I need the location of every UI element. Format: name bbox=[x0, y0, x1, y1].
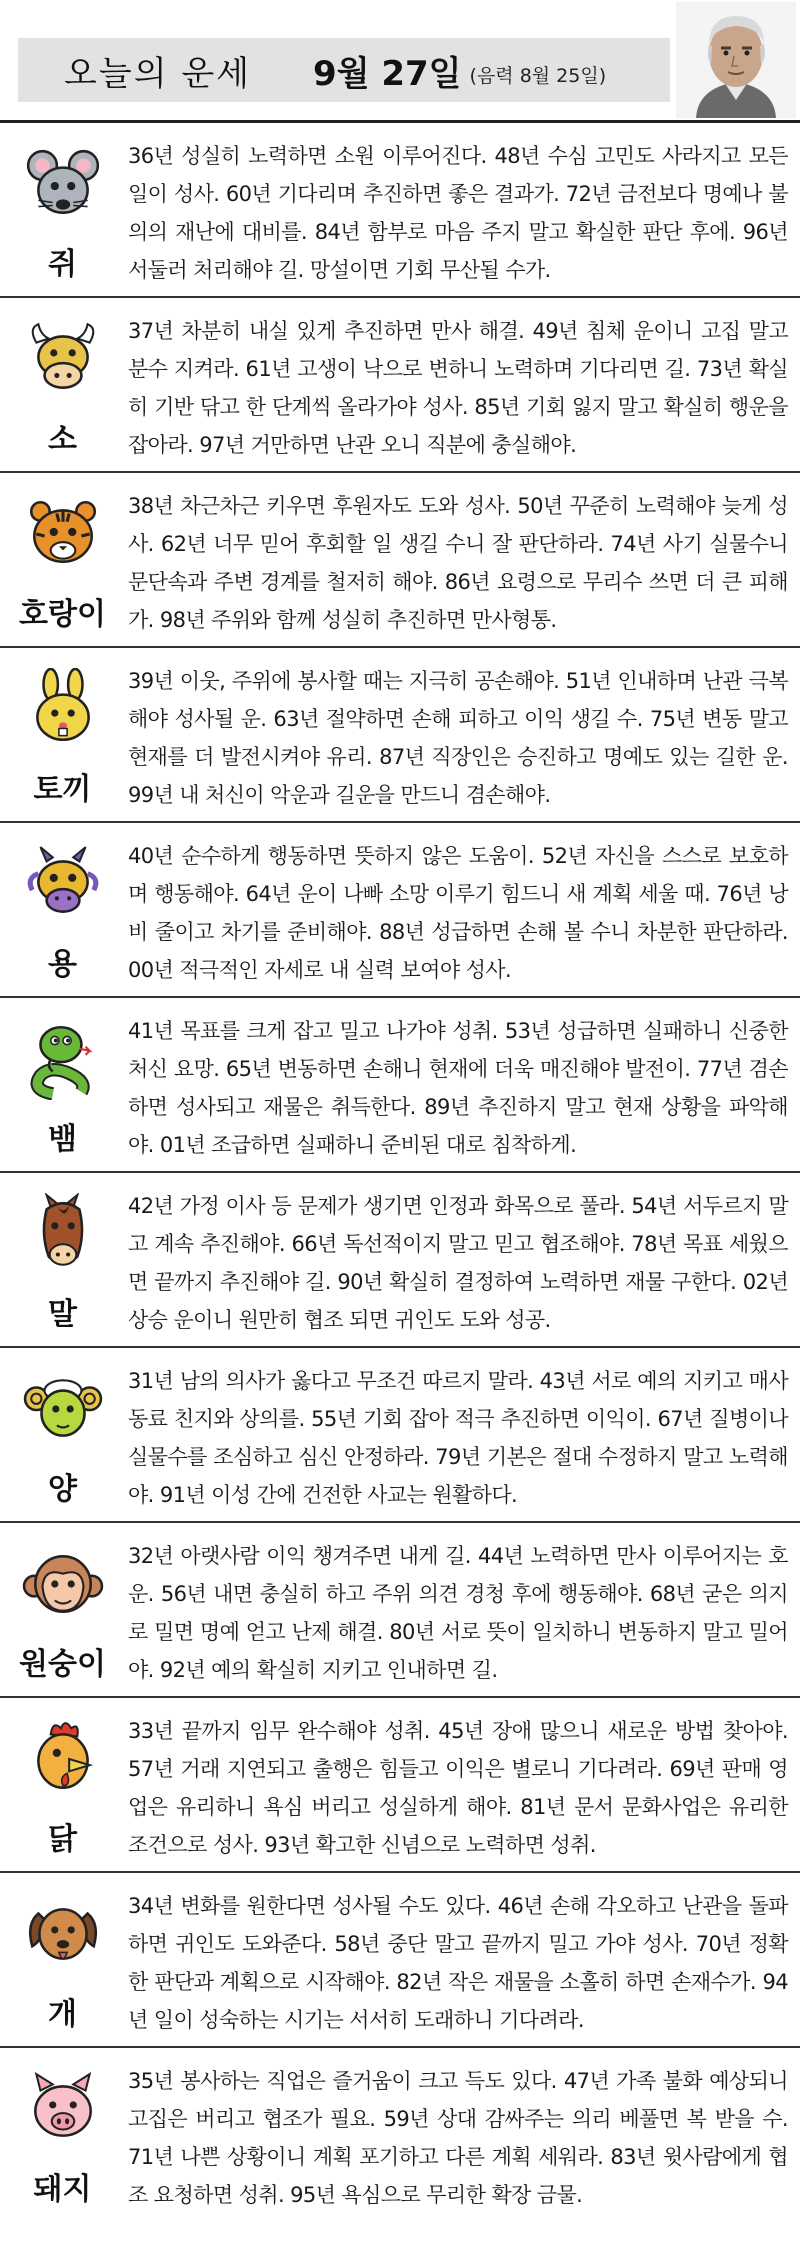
fortune-row-snake bbox=[0, 998, 800, 1173]
fortune-text: 34년 변화를 원한다면 성사될 수도 있다. 46년 손해 각오하고 난관을 돌파하면 귀인도 도와준다. 58년 중단 말고 끝까지 밀고 가야 성사. 70년 정확한 판단과 계획으로 시작해야. 82년 작은 재물을 소홀히 하면 손재수가. 94년 일이 성숙하는 시기는 서서히 도래하니 기다려라. bbox=[128, 1894, 788, 2032]
fortune-row-monkey bbox=[0, 1523, 800, 1698]
animal-name: 닭 bbox=[48, 1822, 77, 1857]
animal-name: 돼지 bbox=[33, 2172, 92, 2207]
rabbit-icon bbox=[22, 668, 104, 750]
fortune-list bbox=[0, 123, 800, 2223]
fortune-row-horse bbox=[0, 1173, 800, 1348]
animal-name: 원숭이 bbox=[19, 1647, 106, 1682]
fortune-text: 31년 남의 의사가 옳다고 무조건 따르지 말라. 43년 서로 예의 지키고 매사 동료 친지와 상의를. 55년 기회 잡아 적극 추진하면 이익이. 67년 질병이나 실물수를 조심하고 심신 안정하라. 79년 기본은 절대 수정하지 말고 노력해야. 91년 이성 간에 건전한 사교는 원활하다. bbox=[128, 1369, 788, 1507]
fortune-row-tiger bbox=[0, 473, 800, 648]
fortune-row-rat bbox=[0, 123, 800, 298]
ox-icon bbox=[22, 318, 104, 400]
fortune-text: 41년 목표를 크게 잡고 밀고 나가야 성취. 53년 성급하면 실패하니 신중한 처신 요망. 65년 변동하면 손해니 현재에 더욱 매진해야 발전이. 77년 겸손하면 성사되고 재물은 취득한다. 89년 추진하지 말고 현재 상황을 파악해야. 01년 조급하면 실패하니 준비된 대로 침착하게. bbox=[128, 1019, 788, 1157]
animal-name: 호랑이 bbox=[19, 597, 106, 632]
dog-icon bbox=[22, 1893, 104, 1975]
animal-name: 말 bbox=[48, 1297, 77, 1332]
horse-icon bbox=[22, 1193, 104, 1275]
rat-icon bbox=[22, 143, 104, 225]
dragon-icon bbox=[22, 843, 104, 925]
fortune-text: 36년 성실히 노력하면 소원 이루어진다. 48년 수심 고민도 사라지고 모든 일이 성사. 60년 기다리며 추진하면 좋은 결과가. 72년 금전보다 명예나 불의의 재난에 대비를. 84년 함부로 마음 주지 말고 확실한 판단 후에. 96년 서둘러 처리해야 길. 망설이면 기회 무산될 수가. bbox=[128, 144, 788, 282]
date: 9월 27일 bbox=[313, 53, 462, 94]
animal-name: 소 bbox=[48, 422, 77, 457]
header bbox=[0, 0, 800, 123]
rooster-icon bbox=[22, 1718, 104, 1800]
tiger-icon bbox=[22, 493, 104, 575]
fortune-text: 35년 봉사하는 직업은 즐거움이 크고 득도 있다. 47년 가족 불화 예상되니 고집은 버리고 협조가 필요. 59년 상대 감싸주는 의리 베풀면 복 받을 수. 71년 나쁜 상황이니 계획 포기하고 다른 계획 세워라. 83년 윗사람에게 협조 요청하면 성취. 95년 욕심으로 무리한 확장 금물. bbox=[128, 2069, 788, 2207]
fortune-row-ox bbox=[0, 298, 800, 473]
fortune-row-rabbit bbox=[0, 648, 800, 823]
fortune-text: 42년 가정 이사 등 문제가 생기면 인정과 화목으로 풀라. 54년 서두르지 말고 계속 추진해야. 66년 독선적이지 말고 믿고 협조해야. 78년 목표 세웠으면 끝까지 추진해야 길. 90년 확실히 결정하여 노력하면 재물 구한다. 02년 상승 운이니 원만히 협조 되면 귀인도 도와 성공. bbox=[128, 1194, 788, 1332]
animal-name: 개 bbox=[48, 1997, 77, 2032]
page-title: 오늘의 운세 bbox=[64, 53, 252, 94]
fortune-text: 37년 차분히 내실 있게 추진하면 만사 해결. 49년 침체 운이니 고집 말고 분수 지켜라. 61년 고생이 낙으로 변하니 노력하며 기다리면 길. 73년 확실히 기반 닦고 한 단계씩 올라가야 성사. 85년 기회 잃지 말고 확실히 행운을 잡아라. 97년 거만하면 난관 오니 직분에 충실해야. bbox=[128, 319, 788, 457]
fortune-row-sheep bbox=[0, 1348, 800, 1523]
fortune-text: 38년 차근차근 키우면 후원자도 도와 성사. 50년 꾸준히 노력해야 늦게 성사. 62년 너무 믿어 후회할 일 생길 수니 잘 판단하라. 74년 사기 실물수니 문단속과 주변 경계를 철저히 해야. 86년 요령으로 무리수 쓰면 더 큰 피해가. 98년 주위와 함께 성실히 추진하면 만사형통. bbox=[128, 494, 788, 632]
animal-name: 쥐 bbox=[48, 247, 77, 282]
lunar-date: (음력 8월 25일) bbox=[469, 64, 607, 87]
animal-name: 뱀 bbox=[48, 1122, 77, 1157]
fortune-row-rooster bbox=[0, 1698, 800, 1873]
monkey-icon bbox=[22, 1543, 104, 1625]
title-bar bbox=[18, 38, 670, 102]
animal-name: 토끼 bbox=[33, 772, 92, 807]
author-photo bbox=[676, 2, 796, 118]
fortune-text: 33년 끝까지 임무 완수해야 성취. 45년 장애 많으니 새로운 방법 찾아야. 57년 거래 지연되고 출행은 힘들고 이익은 별로니 기다려라. 69년 판매 영업은 유리하니 욕심 버리고 성실하게 해야. 81년 문서 문화사업은 유리한 조건으로 성사. 93년 확고한 신념으로 노력하면 성취. bbox=[128, 1719, 788, 1857]
fortune-row-dog bbox=[0, 1873, 800, 2048]
animal-name: 용 bbox=[48, 947, 77, 982]
sheep-icon bbox=[22, 1368, 104, 1450]
fortune-row-pig bbox=[0, 2048, 800, 2223]
fortune-text: 40년 순수하게 행동하면 뜻하지 않은 도움이. 52년 자신을 스스로 보호하며 행동해야. 64년 운이 나빠 소망 이루기 힘드니 새 계획 세울 때. 76년 낭비 줄이고 차기를 준비해야. 88년 성급하면 손해 볼 수니 차분한 판단하라. 00년 적극적인 자세로 내 실력 보여야 성사. bbox=[128, 844, 788, 982]
animal-name: 양 bbox=[48, 1472, 77, 1507]
pig-icon bbox=[22, 2068, 104, 2150]
snake-icon bbox=[22, 1018, 104, 1100]
fortune-text: 32년 아랫사람 이익 챙겨주면 내게 길. 44년 노력하면 만사 이루어지는 호운. 56년 내면 충실히 하고 주위 의견 경청 후에 행동해야. 68년 굳은 의지로 밀면 명예 얻고 난제 해결. 80년 서로 뜻이 일치하니 변동하지 말고 밀어야. 92년 예의 확실히 지키고 인내하면 길. bbox=[128, 1544, 788, 1682]
fortune-text: 39년 이웃, 주위에 봉사할 때는 지극히 공손해야. 51년 인내하며 난관 극복해야 성사될 운. 63년 절약하면 손해 피하고 이익 생길 수. 75년 변동 말고 현재를 더 발전시켜야 유리. 87년 직장인은 승진하고 명예도 있는 길한 운. 99년 내 처신이 악운과 길운을 만드니 겸손해야. bbox=[128, 669, 788, 807]
fortune-row-dragon bbox=[0, 823, 800, 998]
